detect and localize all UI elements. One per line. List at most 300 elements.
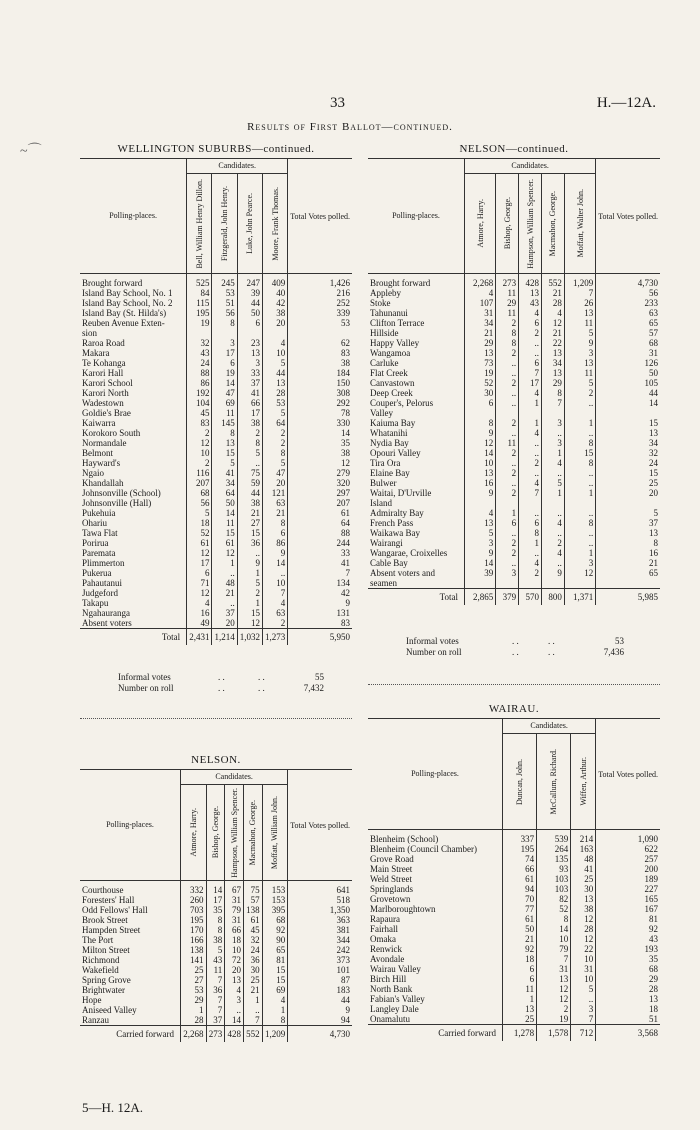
- table-row: [80, 348, 352, 358]
- vote-count: ..: [496, 358, 519, 368]
- vote-count: 47: [212, 388, 237, 398]
- vote-count: 14: [212, 378, 237, 388]
- vote-count: 15: [596, 468, 660, 478]
- vote-count: 17: [519, 378, 542, 388]
- vote-count: 44: [237, 488, 262, 498]
- vote-count: 7: [537, 954, 571, 964]
- table-row: [368, 844, 660, 854]
- candidate-name: Hampson, William Spencer.: [525, 178, 535, 269]
- roll-label: Number on roll: [118, 683, 174, 693]
- vote-count: 21: [243, 985, 262, 995]
- vote-count: 48: [212, 578, 237, 588]
- wairau-section-title: WAIRAU.: [488, 703, 540, 715]
- vote-count: 25: [181, 965, 207, 975]
- vote-count: 1,273: [262, 629, 287, 646]
- vote-count: 6: [237, 318, 262, 328]
- vote-count: 79: [225, 905, 244, 915]
- candidate-name: Bell, William Henry Dillon.: [194, 178, 204, 269]
- vote-count: 5: [596, 508, 660, 518]
- vote-count: 1,032: [237, 629, 262, 646]
- polling-place: Carried forward: [80, 1026, 181, 1043]
- vote-count: 3: [237, 358, 262, 368]
- polling-place: Flat Creek: [370, 368, 408, 378]
- polling-place: Brought forward: [370, 278, 431, 288]
- page-title: Results of First Ballot—continued.: [247, 121, 453, 133]
- polling-place: Whatanihi: [370, 428, 408, 438]
- vote-count: 38: [237, 418, 262, 428]
- vote-count: 4: [519, 388, 542, 398]
- polling-place: Waikawa Bay: [370, 528, 421, 538]
- vote-count: [519, 408, 542, 418]
- vote-count: 200: [596, 864, 660, 874]
- vote-count: 43: [187, 348, 212, 358]
- polling-place: Tahunanui: [370, 308, 408, 318]
- vote-count: 81: [596, 914, 660, 924]
- vote-count: 11: [496, 308, 519, 318]
- vote-count: 56: [212, 308, 237, 318]
- vote-count: 73: [465, 358, 496, 368]
- vote-count: 1: [542, 448, 565, 458]
- vote-count: 13: [571, 894, 596, 904]
- polling-place: Wadestown: [82, 398, 124, 408]
- vote-count: 13: [542, 348, 565, 358]
- vote-count: 21: [542, 328, 565, 338]
- vote-count: 6: [262, 528, 287, 538]
- candidate-name: Duncan, John.: [515, 758, 525, 805]
- vote-count: 88: [187, 368, 212, 378]
- vote-count: 4: [519, 308, 542, 318]
- polling-place: Courthouse: [82, 885, 124, 895]
- vote-count: 13: [596, 528, 660, 538]
- vote-count: 189: [596, 874, 660, 884]
- vote-count: 27: [181, 975, 207, 985]
- vote-count: 86: [262, 538, 287, 548]
- vote-count: 4: [262, 598, 287, 608]
- nelson-cont-informal-row: Informal votes . . . . 53: [406, 636, 624, 646]
- vote-count: 10: [262, 348, 287, 358]
- vote-count: [564, 408, 595, 418]
- vote-count: 379: [496, 589, 519, 606]
- vote-count: 712: [571, 1025, 596, 1042]
- vote-count: 61: [503, 914, 537, 924]
- section-divider: [368, 684, 660, 685]
- candidate-name: McCallum, Richard.: [549, 748, 559, 815]
- vote-count: 1,214: [212, 629, 237, 646]
- vote-count: 34: [465, 318, 496, 328]
- table-row: [368, 1014, 660, 1025]
- table-row: [80, 558, 352, 568]
- table-row: [80, 518, 352, 528]
- vote-count: 53: [181, 985, 207, 995]
- vote-count: 86: [187, 378, 212, 388]
- table-row: [368, 518, 660, 528]
- vote-count: 21: [212, 588, 237, 598]
- table-row: [80, 398, 352, 408]
- vote-count: 247: [237, 274, 262, 289]
- vote-count: 7: [206, 1005, 225, 1015]
- vote-count: 18: [187, 518, 212, 528]
- vote-count: 61: [243, 915, 262, 925]
- vote-count: 5,985: [596, 589, 660, 606]
- polling-place: Brook Street: [82, 915, 128, 925]
- vote-count: 5: [262, 458, 287, 468]
- vote-count: 36: [237, 538, 262, 548]
- vote-count: 71: [187, 578, 212, 588]
- vote-count: 2: [496, 418, 519, 428]
- vote-count: 138: [243, 905, 262, 915]
- vote-count: 8: [564, 438, 595, 448]
- vote-count: 21: [465, 328, 496, 338]
- vote-count: 8: [596, 538, 660, 548]
- vote-count: 163: [571, 844, 596, 854]
- candidate-name: Hampson, William Spencer.: [229, 787, 239, 878]
- vote-count: 2: [262, 618, 287, 629]
- polling-place: Birch Hill: [370, 974, 407, 984]
- vote-count: [496, 498, 519, 508]
- vote-count: 82: [537, 894, 571, 904]
- table-row: [80, 468, 352, 478]
- informal-value: 55: [315, 672, 324, 682]
- vote-count: 92: [596, 924, 660, 934]
- vote-count: 57: [243, 895, 262, 905]
- vote-count: 292: [288, 398, 352, 408]
- vote-count: 33: [288, 548, 352, 558]
- vote-count: 37: [212, 608, 237, 618]
- vote-count: 1: [519, 398, 542, 408]
- vote-count: 37: [206, 1015, 225, 1026]
- table-row: [80, 578, 352, 588]
- vote-count: 8: [206, 915, 225, 925]
- vote-count: 5: [465, 528, 496, 538]
- vote-count: 2: [262, 438, 287, 448]
- vote-count: 641: [288, 881, 352, 896]
- table-row: [368, 358, 660, 368]
- vote-count: 13: [564, 308, 595, 318]
- table-row: [80, 448, 352, 458]
- nelson-cont-section-title: NELSON—continued.: [459, 143, 569, 155]
- polling-place: Johnsonville (School): [82, 488, 161, 498]
- polling-place: Goldie's Brae: [82, 408, 131, 418]
- vote-count: 29: [542, 378, 565, 388]
- vote-count: 15: [212, 528, 237, 538]
- table-row: [80, 458, 352, 468]
- polling-place: Blenheim (School): [370, 834, 439, 844]
- vote-count: 1: [503, 994, 537, 1004]
- vote-count: 61: [187, 538, 212, 548]
- table-row: [368, 884, 660, 894]
- vote-count: 104: [187, 398, 212, 408]
- polling-place: Avondale: [370, 954, 405, 964]
- vote-count: 2: [496, 548, 519, 558]
- vote-count: 65: [596, 568, 660, 578]
- vote-count: 105: [596, 378, 660, 388]
- polling-place: Spring Grove: [82, 975, 131, 985]
- polling-place: Paremata: [82, 548, 116, 558]
- vote-count: 11: [212, 518, 237, 528]
- vote-count: 43: [519, 298, 542, 308]
- table-row: [368, 974, 660, 984]
- vote-count: 4,730: [288, 1026, 352, 1043]
- polling-place: Nydia Bay: [370, 438, 409, 448]
- polling-place: Wakefield: [82, 965, 119, 975]
- vote-count: 2,268: [181, 1026, 207, 1043]
- candidate-header: [496, 174, 519, 274]
- vote-count: 27: [237, 518, 262, 528]
- polling-place: Omaka: [370, 934, 396, 944]
- candidates-header: Candidates.: [465, 159, 596, 174]
- vote-count: 1,578: [537, 1025, 571, 1042]
- vote-count: 11: [496, 438, 519, 448]
- vote-count: 7: [542, 398, 565, 408]
- vote-count: 16: [187, 608, 212, 618]
- vote-count: ..: [496, 368, 519, 378]
- polling-place: Pahautanui: [82, 578, 122, 588]
- vote-count: 20: [212, 618, 237, 629]
- vote-count: 3: [542, 438, 565, 448]
- vote-count: 244: [288, 538, 352, 548]
- vote-count: 1,426: [288, 274, 352, 289]
- vote-count: 2: [519, 458, 542, 468]
- vote-count: 13: [564, 358, 595, 368]
- vote-count: 115: [187, 298, 212, 308]
- vote-count: 2: [237, 428, 262, 438]
- vote-count: 192: [187, 388, 212, 398]
- vote-count: ..: [542, 428, 565, 438]
- table-row: [80, 995, 352, 1005]
- vote-count: 8: [542, 388, 565, 398]
- vote-count: 167: [596, 904, 660, 914]
- vote-count: ..: [243, 1005, 262, 1015]
- polling-place: Wangamoa: [370, 348, 411, 358]
- nelson-cont-roll-row: Number on roll . . . . 7,436: [406, 647, 624, 657]
- polling-place: Porirua: [82, 538, 109, 548]
- vote-count: 15: [596, 418, 660, 428]
- vote-count: [465, 578, 496, 589]
- polling-place: Stoke: [370, 298, 391, 308]
- vote-count: 8: [564, 518, 595, 528]
- vote-count: ..: [519, 548, 542, 558]
- candidate-name: Atmore, Harry.: [475, 199, 485, 248]
- vote-count: 44: [262, 368, 287, 378]
- candidate-header: [225, 785, 244, 881]
- table-row: [80, 598, 352, 608]
- candidate-header: [465, 174, 496, 274]
- vote-count: 17: [212, 348, 237, 358]
- vote-count: 6: [519, 318, 542, 328]
- wairau-results-table: [368, 718, 660, 1041]
- polling-place: Island: [370, 498, 392, 508]
- vote-count: 62: [288, 338, 352, 348]
- vote-count: 3: [212, 338, 237, 348]
- polling-place: Khandallah: [82, 478, 124, 488]
- vote-count: 214: [571, 830, 596, 845]
- vote-count: [596, 408, 660, 418]
- vote-count: 17: [187, 558, 212, 568]
- vote-count: 145: [212, 418, 237, 428]
- vote-count: 7: [288, 568, 352, 578]
- vote-count: 332: [181, 881, 207, 896]
- vote-count: ..: [542, 468, 565, 478]
- vote-count: 28: [596, 984, 660, 994]
- vote-count: 2: [187, 428, 212, 438]
- table-row: [80, 378, 352, 388]
- section-divider: [80, 718, 352, 719]
- polling-place: Ngahauranga: [82, 608, 130, 618]
- polling-place: Milton Street: [82, 945, 130, 955]
- vote-count: 153: [262, 881, 288, 896]
- vote-count: 3: [564, 348, 595, 358]
- total-votes-header: Total Votes polled.: [596, 159, 660, 274]
- candidate-name: Moffatt, William John.: [270, 795, 280, 870]
- table-row: [80, 358, 352, 368]
- vote-count: 20: [262, 318, 287, 328]
- vote-count: 10: [465, 458, 496, 468]
- vote-count: 21: [596, 558, 660, 568]
- vote-count: 83: [187, 418, 212, 428]
- table-row: [80, 608, 352, 618]
- roll-value: 7,436: [603, 647, 624, 657]
- polling-place: Springlands: [370, 884, 414, 894]
- candidate-header: [503, 734, 537, 830]
- candidate-name: Wiffen, Arthur.: [578, 757, 588, 806]
- polling-place: Elaine Bay: [370, 468, 410, 478]
- wellington-section-title: WELLINGTON SUBURBS—continued.: [117, 143, 315, 155]
- vote-count: 63: [596, 308, 660, 318]
- polling-place: Admiralty Bay: [370, 508, 424, 518]
- vote-count: 28: [542, 298, 565, 308]
- vote-count: [542, 578, 565, 589]
- vote-count: 1: [243, 995, 262, 1005]
- vote-count: 6: [465, 398, 496, 408]
- vote-count: 233: [596, 298, 660, 308]
- candidates-header: Candidates.: [181, 770, 288, 785]
- vote-count: 3: [225, 995, 244, 1005]
- vote-count: 13: [465, 468, 496, 478]
- vote-count: 126: [596, 358, 660, 368]
- polling-place: Bulwer: [370, 478, 397, 488]
- vote-count: 64: [212, 488, 237, 498]
- table-row: [368, 984, 660, 994]
- polling-place: Normandale: [82, 438, 127, 448]
- vote-count: ..: [496, 528, 519, 538]
- candidate-name: Macmahon, George.: [248, 799, 258, 866]
- vote-count: 257: [596, 854, 660, 864]
- vote-count: [212, 328, 237, 338]
- vote-count: 10: [571, 974, 596, 984]
- table-row: [368, 954, 660, 964]
- polling-place: The Port: [82, 935, 114, 945]
- vote-count: 1,209: [564, 274, 595, 289]
- vote-count: 84: [187, 288, 212, 298]
- polling-place: Belmont: [82, 448, 113, 458]
- vote-count: 30: [571, 884, 596, 894]
- table-row: [80, 568, 352, 578]
- vote-count: 7: [243, 1015, 262, 1026]
- vote-count: 68: [596, 964, 660, 974]
- vote-count: 9: [542, 568, 565, 578]
- table-row: [80, 965, 352, 975]
- table-row: [80, 618, 352, 629]
- table-row: [368, 318, 660, 328]
- vote-count: 15: [237, 528, 262, 538]
- vote-count: 30: [465, 388, 496, 398]
- polling-place: Ohariu: [82, 518, 107, 528]
- table-row: [368, 418, 660, 428]
- vote-count: 66: [503, 864, 537, 874]
- vote-count: 4: [519, 478, 542, 488]
- table-row: [80, 478, 352, 488]
- vote-count: 7: [564, 288, 595, 298]
- vote-count: 13: [596, 994, 660, 1004]
- vote-count: 14: [212, 508, 237, 518]
- vote-count: 2: [237, 588, 262, 598]
- vote-count: 50: [596, 368, 660, 378]
- vote-count: 195: [181, 915, 207, 925]
- vote-count: 107: [465, 298, 496, 308]
- vote-count: 10: [571, 954, 596, 964]
- vote-count: 337: [503, 830, 537, 845]
- vote-count: 5: [262, 358, 287, 368]
- polling-place: Fairhall: [370, 924, 398, 934]
- vote-count: 9: [564, 338, 595, 348]
- polling-place: Richmond: [82, 955, 120, 965]
- polling-place: Langley Dale: [370, 1004, 419, 1014]
- vote-count: 67: [225, 881, 244, 896]
- vote-count: 320: [288, 478, 352, 488]
- vote-count: ..: [262, 568, 287, 578]
- vote-count: 170: [181, 925, 207, 935]
- table-row: [368, 338, 660, 348]
- polling-place: Ranzau: [82, 1015, 109, 1025]
- vote-count: 6: [496, 518, 519, 528]
- vote-count: 79: [537, 944, 571, 954]
- vote-count: 6: [212, 358, 237, 368]
- candidate-name: Atmore, Harry.: [188, 808, 198, 857]
- vote-count: 4: [542, 458, 565, 468]
- vote-count: 2,431: [187, 629, 212, 646]
- vote-count: 8: [237, 438, 262, 448]
- vote-count: 64: [262, 418, 287, 428]
- vote-count: [288, 328, 352, 338]
- vote-count: 9: [288, 1005, 352, 1015]
- vote-count: 539: [537, 830, 571, 845]
- vote-count: 9: [465, 548, 496, 558]
- vote-count: 5: [564, 328, 595, 338]
- table-row: [368, 894, 660, 904]
- vote-count: 15: [237, 608, 262, 618]
- vote-count: 5: [564, 378, 595, 388]
- wellington-results-table: [80, 158, 352, 645]
- vote-count: 5: [187, 508, 212, 518]
- vote-count: 19: [212, 368, 237, 378]
- candidate-header: [206, 785, 225, 881]
- polling-place: Kaiwarra: [82, 418, 116, 428]
- polling-place: Odd Fellows' Hall: [82, 905, 148, 915]
- vote-count: 90: [262, 935, 288, 945]
- polling-place: Tawa Flat: [82, 528, 118, 538]
- vote-count: ..: [496, 478, 519, 488]
- vote-count: ..: [564, 528, 595, 538]
- vote-count: 12: [571, 914, 596, 924]
- vote-count: 2: [496, 318, 519, 328]
- candidate-header: [187, 174, 212, 274]
- vote-count: 65: [596, 318, 660, 328]
- vote-count: 23: [237, 338, 262, 348]
- table-row: [368, 924, 660, 934]
- vote-count: 72: [225, 955, 244, 965]
- vote-count: 13: [465, 348, 496, 358]
- vote-count: 552: [542, 274, 565, 289]
